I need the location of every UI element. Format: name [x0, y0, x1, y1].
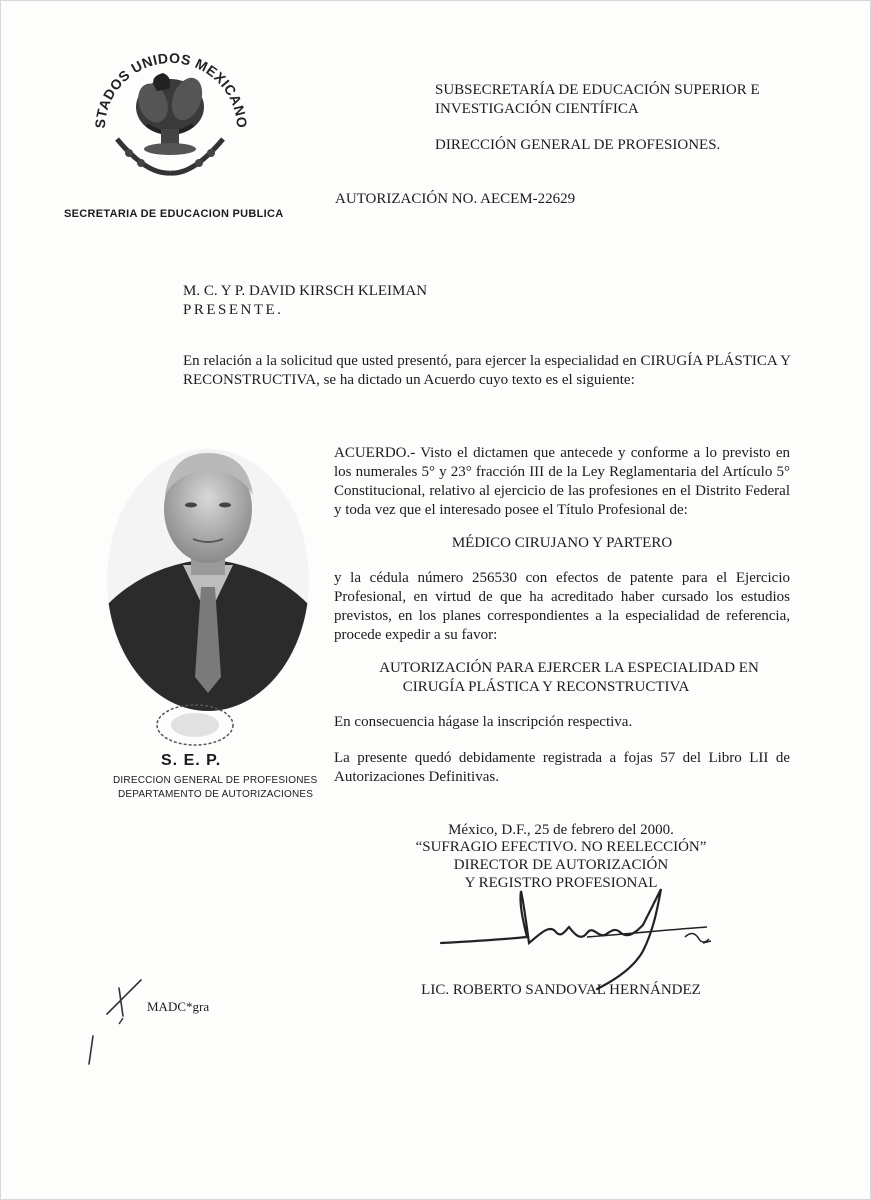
acuerdo-paragraph: ACUERDO.- Visto el dictamen que antecede y conforme a lo previsto en los numerales 5° y 23° fracción III de la Ley Reglamentaria del Artículo 5° Constitucional, relativo al ejercicio de las profesiones en el Distrito Federal y toda vez que el interesado posee el Título Profesional de: — [334, 445, 790, 518]
motto: “SUFRAGIO EFECTIVO. NO REELECCIÓN” — [415, 839, 707, 855]
addressee-name: M. C. Y P. DAVID KIRSCH KLEIMAN — [183, 283, 428, 299]
autorizacion-line1: AUTORIZACIÓN PARA EJERCER LA ESPECIALIDAD EN — [379, 660, 759, 676]
intro-paragraph: En relación a la solicitud que usted presentó, para ejercer la especialidad en CIRUGÍA PLÁSTICA Y RECONSTRUCTIVA, se ha dictado un Acuerdo cuyo texto es el siguiente: — [183, 353, 791, 388]
autorizacion-line2: CIRUGÍA PLÁSTICA Y RECONSTRUCTIVA — [402, 679, 690, 695]
autorizacion-number: AUTORIZACIÓN NO. AECEM-22629 — [335, 191, 576, 207]
margin-handwriting — [83, 976, 153, 1071]
titulo-profesional: MÉDICO CIRUJANO Y PARTERO — [451, 535, 673, 551]
consecuencia-text: En consecuencia hágase la inscripción respectiva. — [334, 714, 633, 730]
place-date: México, D.F., 25 de febrero del 2000. — [448, 822, 674, 838]
stamp-line2: DEPARTAMENTO DE AUTORIZACIONES — [118, 789, 314, 800]
addressee-presente: PRESENTE. — [183, 302, 284, 318]
subsecretaria-line2: INVESTIGACIÓN CIENTÍFICA — [435, 101, 639, 117]
national-seal — [87, 29, 253, 195]
cedula-paragraph: y la cédula número 256530 con efectos de patente para el Ejercicio Profesional, en virtud de que ha acreditado haber cursado los estudios previstos, en los planes correspondientes a la especialidad de referencia, procede expedir a su favor: — [334, 570, 790, 643]
stamp-sep: S. E. P. — [161, 752, 222, 769]
secretaria-label: SECRETARIA DE EDUCACION PUBLICA — [64, 208, 284, 220]
stamp-line1: DIRECCION GENERAL DE PROFESIONES — [113, 775, 318, 786]
svg-text:ESTADOS UNIDOS MEXICANOS: STADOS UNIDOS MEXICANO — [91, 49, 251, 129]
handwritten-signature — [437, 881, 727, 991]
signer-name: LIC. ROBERTO SANDOVAL HERNÁNDEZ — [421, 982, 701, 998]
initials: MADC*gra — [147, 999, 210, 1014]
round-stamp — [153, 701, 237, 749]
signer-title-line1: DIRECTOR DE AUTORIZACIÓN — [453, 857, 669, 873]
eagle-seal-icon — [87, 29, 253, 195]
signer-title-line2: Y REGISTRO PROFESIONAL — [464, 875, 658, 891]
registro-paragraph: La presente quedó debidamente registrada a fojas 57 del Libro LII de Autorizaciones Definitivas. — [334, 750, 790, 785]
subsecretaria-line1: SUBSECRETARÍA DE EDUCACIÓN SUPERIOR E — [435, 82, 760, 98]
portrait-photo — [105, 447, 311, 713]
direccion-label: DIRECCIÓN GENERAL DE PROFESIONES. — [435, 137, 721, 153]
